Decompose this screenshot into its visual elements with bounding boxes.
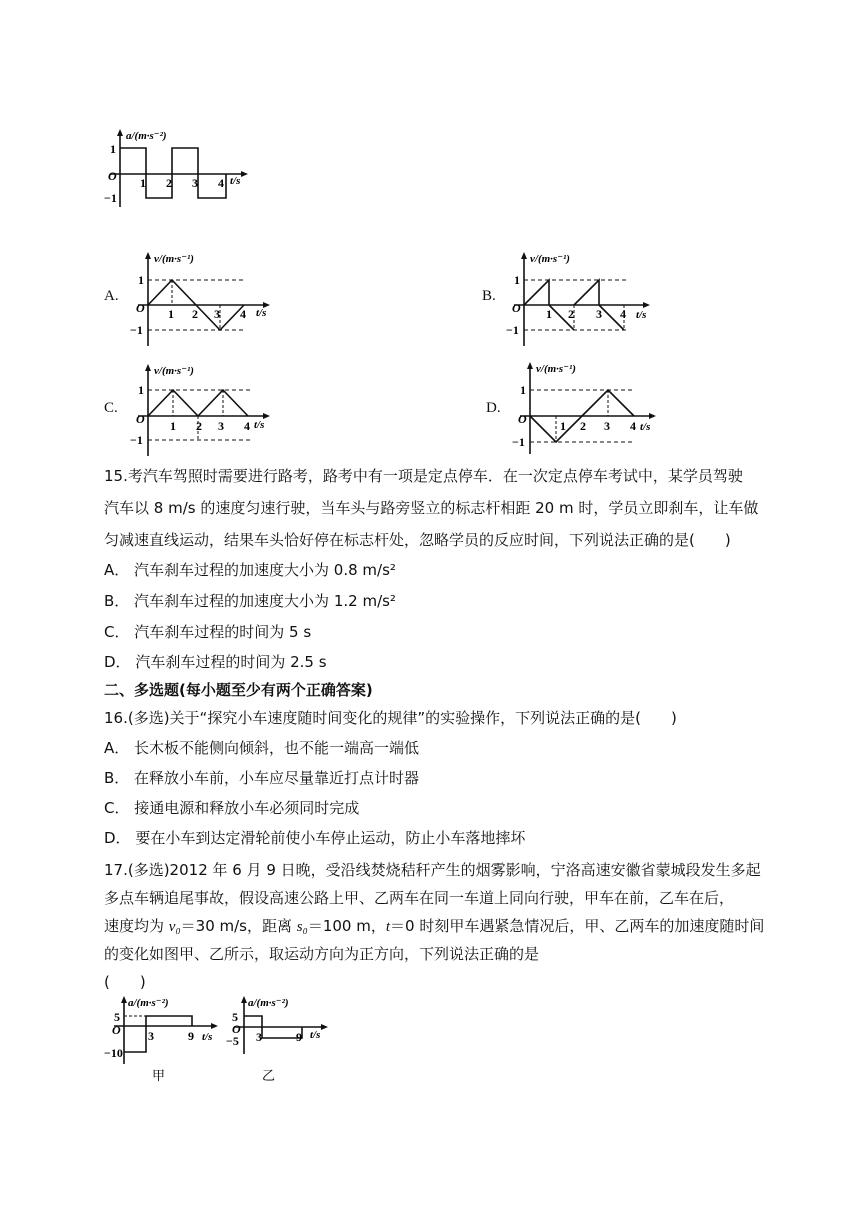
q17-line5: ( ) bbox=[104, 973, 146, 991]
q16-option-a: A． 长木板不能侧向倾斜，也不能一端高一端低 bbox=[104, 739, 420, 757]
q15-line2: 汽车以 8 m/s 的速度匀速行驶，当车头与路旁竖立的标志杆相距 20 m 时，学员立即刹车，让车做 bbox=[104, 499, 759, 517]
graph-c-tick4: 4 bbox=[244, 419, 250, 433]
graph-a-tick1: 1 bbox=[168, 307, 174, 321]
top-graph-tick3: 3 bbox=[192, 176, 198, 190]
option-d-graph bbox=[506, 360, 666, 456]
q16-stem: 16.(多选)关于“探究小车速度随时间变化的规律”的实验操作，下列说法正确的是( ) bbox=[104, 709, 677, 727]
graph-yi-ylabel: a/(m·s⁻²) bbox=[248, 997, 289, 1009]
graph-jia-caption: 甲 bbox=[152, 1068, 166, 1083]
top-graph-ypos: 1 bbox=[110, 142, 116, 156]
graph-jia-yneg: −10 bbox=[104, 1046, 123, 1060]
option-d-letter: D. bbox=[486, 400, 501, 416]
option-b-letter: B. bbox=[482, 288, 496, 304]
section-multi-choice-header: 二、多选题(每小题至少有两个正确答案) bbox=[104, 681, 373, 699]
q15-option-a: A． 汽车刹车过程的加速度大小为 0.8 m/s² bbox=[104, 561, 396, 579]
graph-a-ylabel: v/(m·s⁻¹) bbox=[154, 253, 194, 265]
q17-line3: 速度均为 v₀＝30 m/s，距离 s₀＝100 m，t＝0 时刻甲车遇紧急情况后，甲、乙两车的加速度随时间 bbox=[104, 917, 765, 935]
top-graph-tick2: 2 bbox=[166, 176, 172, 190]
option-a-letter: A. bbox=[104, 288, 119, 304]
option-c-graph bbox=[124, 362, 284, 458]
graph-d-tick1: 1 bbox=[560, 419, 566, 433]
graph-a-yneg: −1 bbox=[130, 323, 143, 337]
graph-yi-ypos: 5 bbox=[232, 1010, 238, 1024]
q16-option-d: D． 要在小车到达定滑轮前使小车停止运动，防止小车落地摔坏 bbox=[104, 829, 526, 847]
q15-line1: 15.考汽车驾照时需要进行路考，路考中有一项是定点停车．在一次定点停车考试中，某学员驾驶 bbox=[104, 467, 743, 485]
graph-d-xlabel: t/s bbox=[640, 421, 651, 433]
option-b-graph bbox=[500, 250, 660, 348]
graph-b-tick2: 2 bbox=[568, 307, 574, 321]
graph-yi-origin: O bbox=[232, 1022, 241, 1036]
graph-d-tick4: 4 bbox=[630, 419, 636, 433]
q17-line4: 的变化如图甲、乙所示，取运动方向为正方向，下列说法正确的是 bbox=[104, 945, 540, 963]
graph-yi-xlabel: t/s bbox=[310, 1029, 321, 1041]
graph-b-ylabel: v/(m·s⁻¹) bbox=[530, 253, 570, 265]
q17-line2: 多点车辆追尾事故，假设高速公路上甲、乙两车在同一车道上同向行驶，甲车在前，乙车在后， bbox=[104, 889, 735, 907]
graph-yi-caption: 乙 bbox=[262, 1068, 276, 1083]
q15-line3: 匀减速直线运动，结果车头恰好停在标志杆处，忽略学员的反应时间，下列说法正确的是( ) bbox=[104, 531, 731, 549]
graph-jia bbox=[104, 994, 224, 1084]
graph-c-origin: O bbox=[136, 412, 145, 426]
graph-b-xlabel: t/s bbox=[636, 309, 647, 321]
graph-d-yneg: −1 bbox=[512, 435, 525, 449]
graph-b-origin: O bbox=[512, 301, 521, 315]
graph-c-xlabel: t/s bbox=[254, 419, 265, 431]
q15-option-b: B． 汽车刹车过程的加速度大小为 1.2 m/s² bbox=[104, 592, 396, 610]
graph-jia-tick3: 3 bbox=[148, 1029, 154, 1043]
top-graph-xlabel: t/s bbox=[230, 175, 241, 187]
top-graph-yneg: −1 bbox=[104, 191, 117, 205]
graph-a-origin: O bbox=[136, 301, 145, 315]
graph-b-tick1: 1 bbox=[546, 307, 552, 321]
top-acceleration-graph bbox=[104, 127, 254, 209]
graph-d-origin: O bbox=[518, 412, 527, 426]
graph-b-yneg: −1 bbox=[506, 323, 519, 337]
graph-d-tick2: 2 bbox=[580, 419, 586, 433]
graph-d-tick3: 3 bbox=[604, 419, 610, 433]
graph-c-ylabel: v/(m·s⁻¹) bbox=[154, 365, 194, 377]
q16-option-b: B． 在释放小车前，小车应尽量靠近打点计时器 bbox=[104, 769, 420, 787]
graph-c-tick3: 3 bbox=[218, 419, 224, 433]
top-graph-origin: O bbox=[108, 169, 117, 183]
graph-yi-tick3: 3 bbox=[256, 1030, 262, 1044]
graph-d-ypos: 1 bbox=[520, 383, 526, 397]
graph-c-ypos: 1 bbox=[138, 383, 144, 397]
graph-jia-xlabel: t/s bbox=[202, 1031, 213, 1043]
graph-a-xlabel: t/s bbox=[256, 307, 267, 319]
graph-a-tick2: 2 bbox=[192, 307, 198, 321]
graph-b-ypos: 1 bbox=[514, 273, 520, 287]
graph-b-tick3: 3 bbox=[596, 307, 602, 321]
graph-c-tick2: 2 bbox=[196, 419, 202, 433]
top-graph-tick4: 4 bbox=[218, 176, 224, 190]
q16-option-c: C． 接通电源和释放小车必须同时完成 bbox=[104, 799, 360, 817]
option-c-letter: C. bbox=[104, 400, 118, 416]
graph-a-ypos: 1 bbox=[138, 273, 144, 287]
option-a-graph bbox=[124, 250, 274, 348]
graph-yi-tick9: 9 bbox=[296, 1030, 302, 1044]
graph-jia-ylabel: a/(m·s⁻²) bbox=[128, 997, 169, 1009]
graph-c-yneg: −1 bbox=[130, 433, 143, 447]
graph-a-tick4: 4 bbox=[240, 307, 246, 321]
graph-jia-tick9: 9 bbox=[188, 1029, 194, 1043]
graph-yi-yneg: −5 bbox=[226, 1034, 239, 1048]
q17-line1: 17.(多选)2012 年 6 月 9 日晚，受沿线焚烧秸秆产生的烟雾影响，宁洛高速安徽省蒙城段发生多起 bbox=[104, 861, 761, 879]
graph-a-tick3: 3 bbox=[214, 307, 220, 321]
graph-jia-origin: O bbox=[112, 1023, 121, 1037]
top-graph-ylabel: a/(m·s⁻²) bbox=[126, 130, 167, 142]
top-graph-tick1: 1 bbox=[140, 176, 146, 190]
q15-option-c: C． 汽车刹车过程的时间为 5 s bbox=[104, 623, 312, 641]
graph-b-tick4: 4 bbox=[620, 307, 626, 321]
q15-option-d: D． 汽车刹车过程的时间为 2.5 s bbox=[104, 653, 327, 671]
graph-yi bbox=[226, 994, 336, 1084]
graph-c-tick1: 1 bbox=[170, 419, 176, 433]
graph-jia-ypos: 5 bbox=[114, 1010, 120, 1024]
graph-d-ylabel: v/(m·s⁻¹) bbox=[536, 363, 576, 375]
